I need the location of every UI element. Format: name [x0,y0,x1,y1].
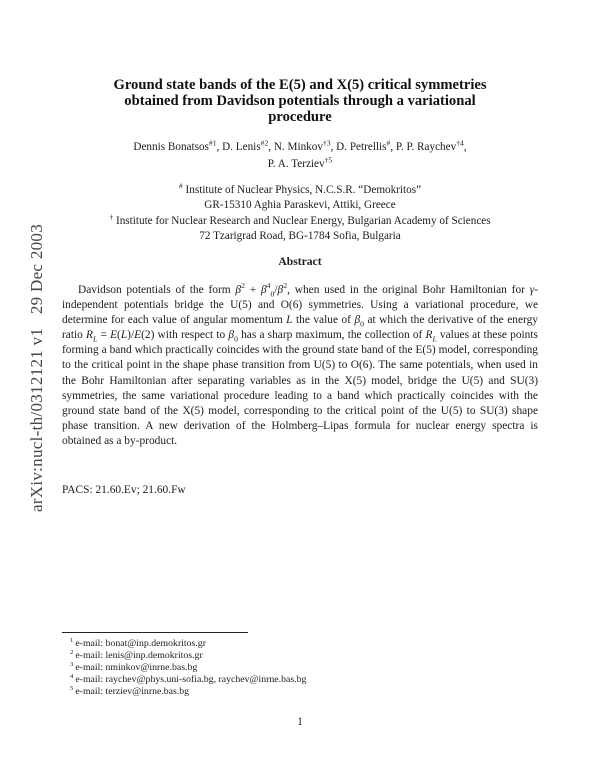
footnote-text: e-mail: raychev@phys.uni-sofia.bg, raychev@inrne.bas.bg [75,674,307,685]
pacs-line: PACS: 21.60.Ev; 21.60.Fw [62,484,186,496]
footnote-text: e-mail: lenis@inp.demokritos.gr [75,650,203,661]
footnote-marker: 1 [70,636,74,644]
abstract-heading: Abstract [278,255,322,268]
footnote-text: e-mail: bonat@inp.demokritos.gr [75,638,206,649]
footnote-divider [62,632,248,633]
footnote-text: e-mail: terziev@inrne.bas.bg [75,686,190,697]
footnote-marker: 3 [70,660,74,668]
arxiv-stamp: arXiv:nucl-th/0312121 v1 29 Dec 2003 [27,223,46,513]
title-line-3: procedure [268,109,332,126]
affiliation-line-2: GR-15310 Aghia Paraskevi, Attiki, Greece [204,199,396,212]
footnotes [62,638,538,698]
authors-line-1: Dennis Bonatsos$^{\#1}$, D. Lenis$^{\#2}$, N. Minkov$^{\dagger 3}$, D. Petrellis#, P. P. Raychev$^{\dagger 4}$, [133,138,467,153]
affiliation-line-4: 72 Tzarigrad Road, BG-1784 Sofia, Bulgaria [199,229,401,242]
paper-title [0,77,600,126]
title-line-1: Ground state bands of the E(5) and X(5) critical symmetries [113,77,487,93]
footnote-item-5 [62,686,538,698]
page-number: 1 [297,716,303,728]
affiliation-line-1: # Institute of Nuclear Physics, N.C.S.R. “Demokritos” [178,181,422,196]
authors-line-2: P. A. Terziev$^{\dagger 5}$ [267,154,333,170]
footnote-marker: 2 [70,648,74,656]
footnote-text: e-mail: nminkov@inrne.bas.bg [75,662,198,673]
footnote-item-3 [62,662,538,674]
affiliations [0,183,600,244]
footnote-marker: 5 [70,684,74,692]
title-line-2: obtained from Davidson potentials through a variational [124,93,476,110]
footnote-item-1 [62,638,538,650]
footnote-item-4 [62,674,538,686]
footnote-item-2 [62,650,538,662]
affiliation-line-3: † Institute for Nuclear Research and Nuclear Energy, Bulgarian Academy of Sciences [109,211,491,227]
abstract-text: Davidson potentials of the form $\beta^2 + \beta^4_0/\beta^2$, when used in the original Bohr Hamiltonian for γ-independent potentials bridge the U(5) and O(6) symmetries. Using a variational procedure, we determine for each value of angular momentum L the value of $\beta_0$ at which the derivative of the energy ratio $R_L = E(L)/E(2)$ with respect to $\beta_0$ has a sharp maximum, the collection of $R_L$ values at these points forming a band which practically coincides with the ground state band of the E(5) model, corresponding to the critical point in the shape phase transition from U(5) to O(6). The same potentials, when used in the Bohr Hamiltonian after separating variables as in the X(5) model, bridge the U(5) and SU(3) symmetries, the same variational procedure leading to a band which practically coincides with the ground state band of the X(5) model, corresponding to the critical point of the U(5) to SU(3) shape phase transition. A new derivation of the Holmberg–Lipas formula for nuclear energy spectra is obtained as a by-product. [62,281,539,447]
authors [0,139,600,172]
footnote-marker: 4 [70,672,74,680]
